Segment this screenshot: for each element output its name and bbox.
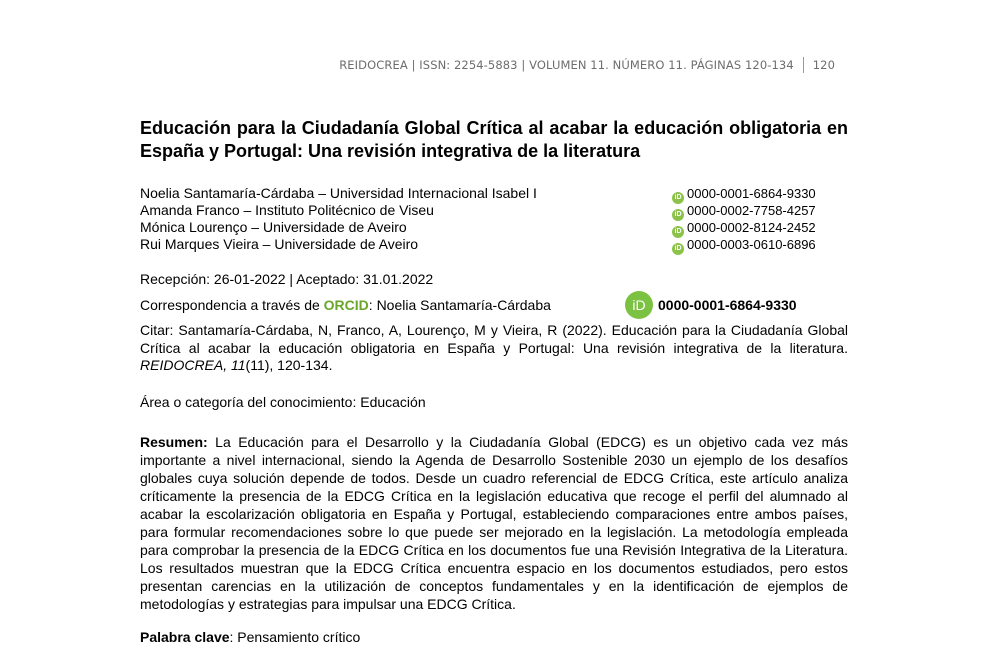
abstract-label: Resumen: <box>140 434 208 450</box>
author-row <box>140 202 840 219</box>
keywords <box>140 629 360 645</box>
author-name: Noelia Santamaría-Cárdaba – Universidad Internacional Isabel I <box>140 185 537 201</box>
orcid-id[interactable]: 0000-0002-8124-2452 <box>687 220 816 235</box>
orcid-id[interactable]: 0000-0001-6864-9330 <box>687 186 816 201</box>
orcid-id[interactable]: 0000-0002-7758-4257 <box>687 203 816 218</box>
author-name: Mónica Lourenço – Universidade de Aveiro <box>140 219 407 235</box>
orcid-link[interactable]: ORCID <box>323 297 369 313</box>
abstract-text: La Educación para el Desarrollo y la Ciudadanía Global (EDCG) es un objetivo cada vez más importante a nivel internacional, siendo la Agenda de Desarrollo Sostenible 2030 un ejemplo de los desafíos globales cuya solución depende de todos. Desde un cuadro referencial de EDCG Crítica, este artículo analiza críticamente la presencia de la EDCG Crítica en la legislación educativa que recoge el perfil del alumnado al acabar la escolarización obligatoria en España y Portugal, estableciendo comparaciones entre ambos países, para formular recomendaciones sobre lo que puede ser mejorado en la legislación. La metodología empleada para comprobar la presencia de la EDCG Crítica en los documentos fue una Revisión Integrativa de la Literatura. Los resultados muestran que la EDCG Crítica encuentra espacio en los documentos estudiados, pero estos presentan carencias en la utilización de conceptos fundamentales y en la identificación de ejemplos de metodologías y estrategias para impulsar una EDCG Crítica. <box>140 434 848 612</box>
header-divider <box>803 57 804 73</box>
abstract <box>140 433 848 613</box>
author-row <box>140 219 840 236</box>
orcid-icon: iD <box>672 192 684 204</box>
knowledge-area: Área o categoría del conocimiento: Educación <box>140 394 426 410</box>
paper-title: Educación para la Ciudadanía Global Crítica al acabar la educación obligatoria en España y Portugal: Una revisión integrativa de la literatura <box>140 118 848 161</box>
keywords-text: : Pensamiento crítico <box>229 629 361 645</box>
correspondence-name: : Noelia Santamaría-Cárdaba <box>368 297 551 313</box>
citation-text: Citar: Santamaría-Cárdaba, N, Franco, A, Lourenço, M y Vieira, R (2022). Educación para la Ciudadanía Global Crítica al acabar la educación obligatoria en España y Portugal: Una revisión integrativa de la literatura. <box>140 322 848 356</box>
author-list <box>140 185 840 253</box>
author-row <box>140 185 840 202</box>
author-name: Amanda Franco – Instituto Politécnico de Viseu <box>140 202 434 218</box>
orcid-id[interactable]: 0000-0003-0610-6896 <box>687 237 816 252</box>
submission-dates: Recepción: 26-01-2022 | Aceptado: 31.01.2022 <box>140 271 434 287</box>
orcid-icon: iD <box>672 209 684 221</box>
keywords-label: Palabra clave <box>140 629 230 645</box>
orcid-icon: iD <box>625 291 653 319</box>
author-row <box>140 236 840 253</box>
orcid-icon: iD <box>672 243 684 255</box>
citation-journal: REIDOCREA, 11 <box>140 357 246 373</box>
correspondence-line <box>140 297 840 317</box>
author-orcid[interactable] <box>672 236 816 255</box>
author-name: Rui Marques Vieira – Universidade de Aveiro <box>140 236 419 252</box>
journal-line: REIDOCREA | ISSN: 2254-5883 | VOLUMEN 11. NÚMERO 11. PÁGINAS 120-134 <box>339 58 794 72</box>
correspondence-orcid-id[interactable]: 0000-0001-6864-9330 <box>658 297 797 313</box>
correspondence-orcid[interactable] <box>625 291 797 319</box>
correspondence-prefix: Correspondencia a través de <box>140 297 324 313</box>
running-header <box>339 57 835 73</box>
orcid-icon: iD <box>672 226 684 238</box>
page-number: 120 <box>812 58 835 72</box>
citation <box>140 322 848 375</box>
citation-rest: (11), 120-134. <box>245 357 333 373</box>
